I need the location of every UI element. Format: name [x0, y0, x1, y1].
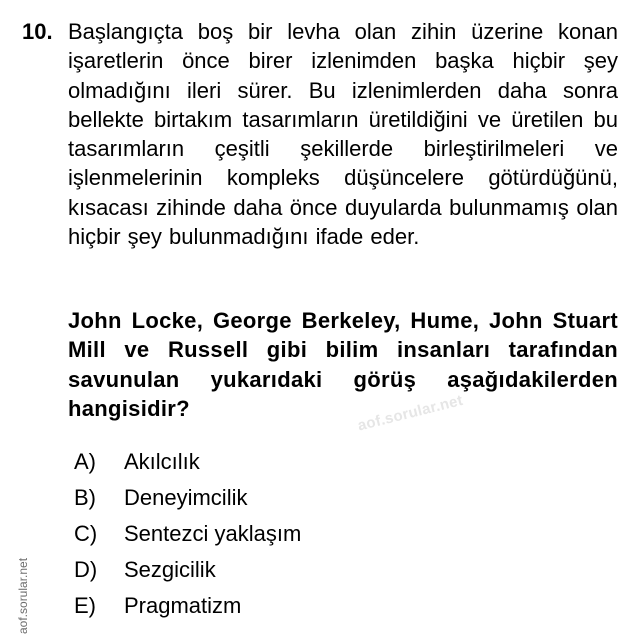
option-text: Sentezci yaklaşım: [124, 521, 302, 546]
watermark-center: aof.sorular.net: [356, 391, 465, 435]
option-text: Deneyimcilik: [124, 485, 248, 510]
option-e[interactable]: [74, 588, 301, 624]
question-prompt: John Locke, George Berkeley, Hume, John Stuart Mill ve Russell gibi bilim insanları tarafından savunulan yukarıdaki görüş aşağıdakilerden hangisidir?: [68, 308, 618, 421]
option-c[interactable]: [74, 516, 301, 552]
option-b[interactable]: [74, 480, 301, 516]
option-d[interactable]: [74, 552, 301, 588]
question-number: 10.: [22, 19, 53, 44]
option-letter: C): [74, 521, 98, 546]
option-text: Pragmatizm: [124, 593, 242, 618]
option-letter: B): [74, 485, 96, 510]
option-letter: E): [74, 593, 96, 618]
question-passage: Başlangıçta boş bir levha olan zihin üzerine konan işaretlerin önce birer izlenimden başka hiçbir şey olmadığını ileri sürer. Bu izlenimlerden daha sonra bellekte birtakım tasarımların üretildiğini ve üretilen bu tasarımların çeşitli şekillerde birleştirilmeleri ve işlenmelerinin kompleks düşüncelere götürdüğünü, kısacası zihinde daha önce duyularda bulunmamış olan hiçbir şey bulunmadığını ifade eder.: [68, 19, 618, 250]
option-a[interactable]: [74, 444, 301, 480]
option-letter: A): [74, 449, 96, 474]
option-letter: D): [74, 557, 98, 582]
option-text: Akılcılık: [124, 449, 200, 474]
option-text: Sezgicilik: [124, 557, 216, 582]
answer-options: [74, 444, 301, 624]
watermark-side: aof.sorular.net: [16, 557, 30, 634]
